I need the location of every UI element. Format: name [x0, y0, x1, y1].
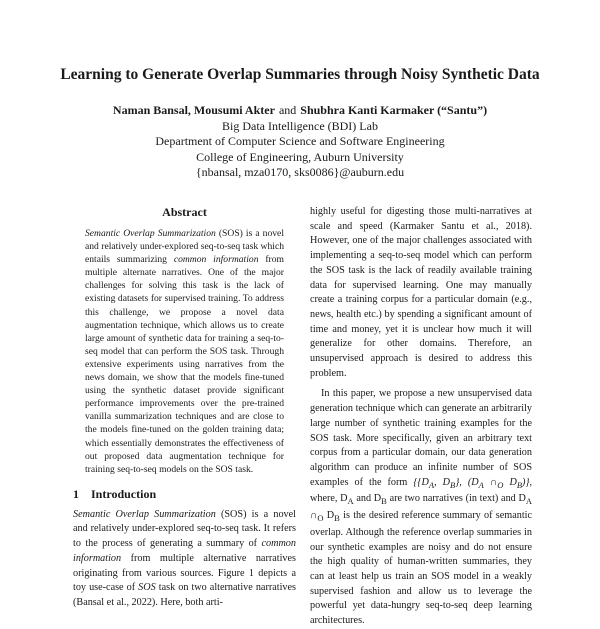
paper-title: Learning to Generate Overlap Summaries through Noisy Synthetic Data [60, 66, 540, 83]
author-conjunction: and [278, 103, 297, 117]
abstract-emphasis: common information [173, 254, 259, 266]
para2-text-b: , where, D [310, 476, 533, 505]
math-expression: {{$D_A$, $D_B$}, ($D_A$ $\cap_O$ $D_B$)} [413, 476, 530, 490]
intro-text-part2: from multiple alternative narratives originating from various sources. Figure 1 depicts a toy use-case of [73, 552, 296, 594]
intro-term: Semantic Overlap Summarization [73, 508, 216, 520]
right-paragraph-1: highly useful for digesting those multi-narratives at scale and speed (Karmaker Santu et al., 2018). However, one of the major challenges associated with implementing a seq-to-seq model which can perform the SOS task is the lack of readily available training data for supervised learning. One may manually create a training corpus for a particular domain (e.g., news, health etc.) by spending a significant amount of time and money, yet it is unclear how much it will generalize for other domains. Therefore, an unsupervised approach is desired to address this problem. [310, 206, 532, 379]
para2-text-f: D [323, 510, 335, 522]
intro-text-part1: (SOS) is a novel and relatively under-explored seq-to-seq task. It refers to the process of generating a summary of [73, 508, 296, 550]
author-emails: {nbansal, mza0170, sks0086}@auburn.edu [195, 165, 405, 179]
abstract-term: Semantic Overlap Summarization [85, 228, 216, 239]
affiliation-department: Department of Computer Science and Software Engineering [155, 134, 445, 148]
para2-text-a: In this paper, we propose a new unsupervised data generation technique which can generate an arbitrarily large number of synthetic training examples for the SOS task. More specifically, given an arbitrary text corpus from a particular domain, our data generation algorithm can produce an infinite number of SOS examples of the form [310, 388, 532, 488]
left-column [73, 205, 296, 611]
abstract-heading: Abstract [162, 205, 207, 219]
author-names: Naman Bansal, Mousumi Akter [112, 103, 275, 117]
intro-emphasis-sos: SOS [138, 582, 156, 594]
abstract-text-part2: from multiple alternate narratives. One of the major challenges for solving this task is the lack of existing datasets for supervised training. To address this challenge, we propose a novel data augmentation technique, which allows us to create large amount of synthetic data for training a seq-to-seq model that can perform the SOS task. Through extensive experiments using narratives from the news domain, we show that the models fine-tuned using the synthetic dataset provide significant performance improvements over the pre-trained vanilla summarization techniques and are close to the models fine-tuned on the golden training data; which essentially demonstrates the effectiveness of out proposed data augmentation technique for training seq-to-seq models on the SOS task. [85, 254, 284, 475]
abstract-text-part1: (SOS) is a novel and relatively under-explored seq-to-seq task which entails summarizing [85, 228, 284, 266]
affiliation-lab: Big Data Intelligence (BDI) Lab [222, 118, 378, 133]
intro-emphasis: common information [73, 538, 296, 564]
intro-paragraph [73, 508, 296, 611]
intro-text-part3: task on two alternative narratives (Bansal et al., 2022). Here, both arti- [73, 582, 297, 608]
para2-text-g: is the desired reference summary of semantic overlap. Although the reference overlap summaries in our synthetic examples are noisy and do not ensure the high quality of human-written summaries, they can at least help us train an SOS model in a weakly supervised fashion and allow us to leverage the powerful yet data-hungry seq-to-seq deep learning architectures. [310, 510, 532, 627]
right-column [310, 205, 532, 629]
abstract-text [85, 227, 284, 476]
para2-text-c: and D [353, 493, 382, 505]
author-block [0, 103, 600, 181]
author-names-line [0, 103, 600, 119]
para2-text-d: are two narratives (in text) and D [386, 493, 526, 505]
author-last: Shubhra Kanti Karmaker (“Santu”) [300, 103, 488, 117]
section-heading-introduction [73, 487, 296, 502]
affiliation-college: College of Engineering, Auburn University [196, 149, 404, 164]
section-number: 1 [73, 486, 79, 501]
section-title: Introduction [91, 486, 157, 501]
para2-text-e: ∩ [310, 510, 318, 522]
right-paragraph-2: In this paper, we propose a new unsupervised data generation technique which can generate an arbitrarily large number of synthetic training examples for the SOS task. More specifically, given an arbitrary text corpus from a particular domain, our data generation algorithm can produce an infinite number of SOS examples of the form {{$D_A$, $D_B$}, ($D_A$ $\cap_O$ $D_B$)}, where, $D_A$ and $D_B$ are two narratives (in text) and $D_A$ $\cap_O$ $D_B$ is the desired reference summary of semantic overlap. Although the reference overlap summaries in our synthetic examples are noisy and do not ensure the high quality of human-written summaries, they can at least help us train an SOS model in a weakly supervised fashion and allow us to leverage the powerful yet data-hungry seq-to-seq deep learning architectures. [310, 388, 533, 627]
